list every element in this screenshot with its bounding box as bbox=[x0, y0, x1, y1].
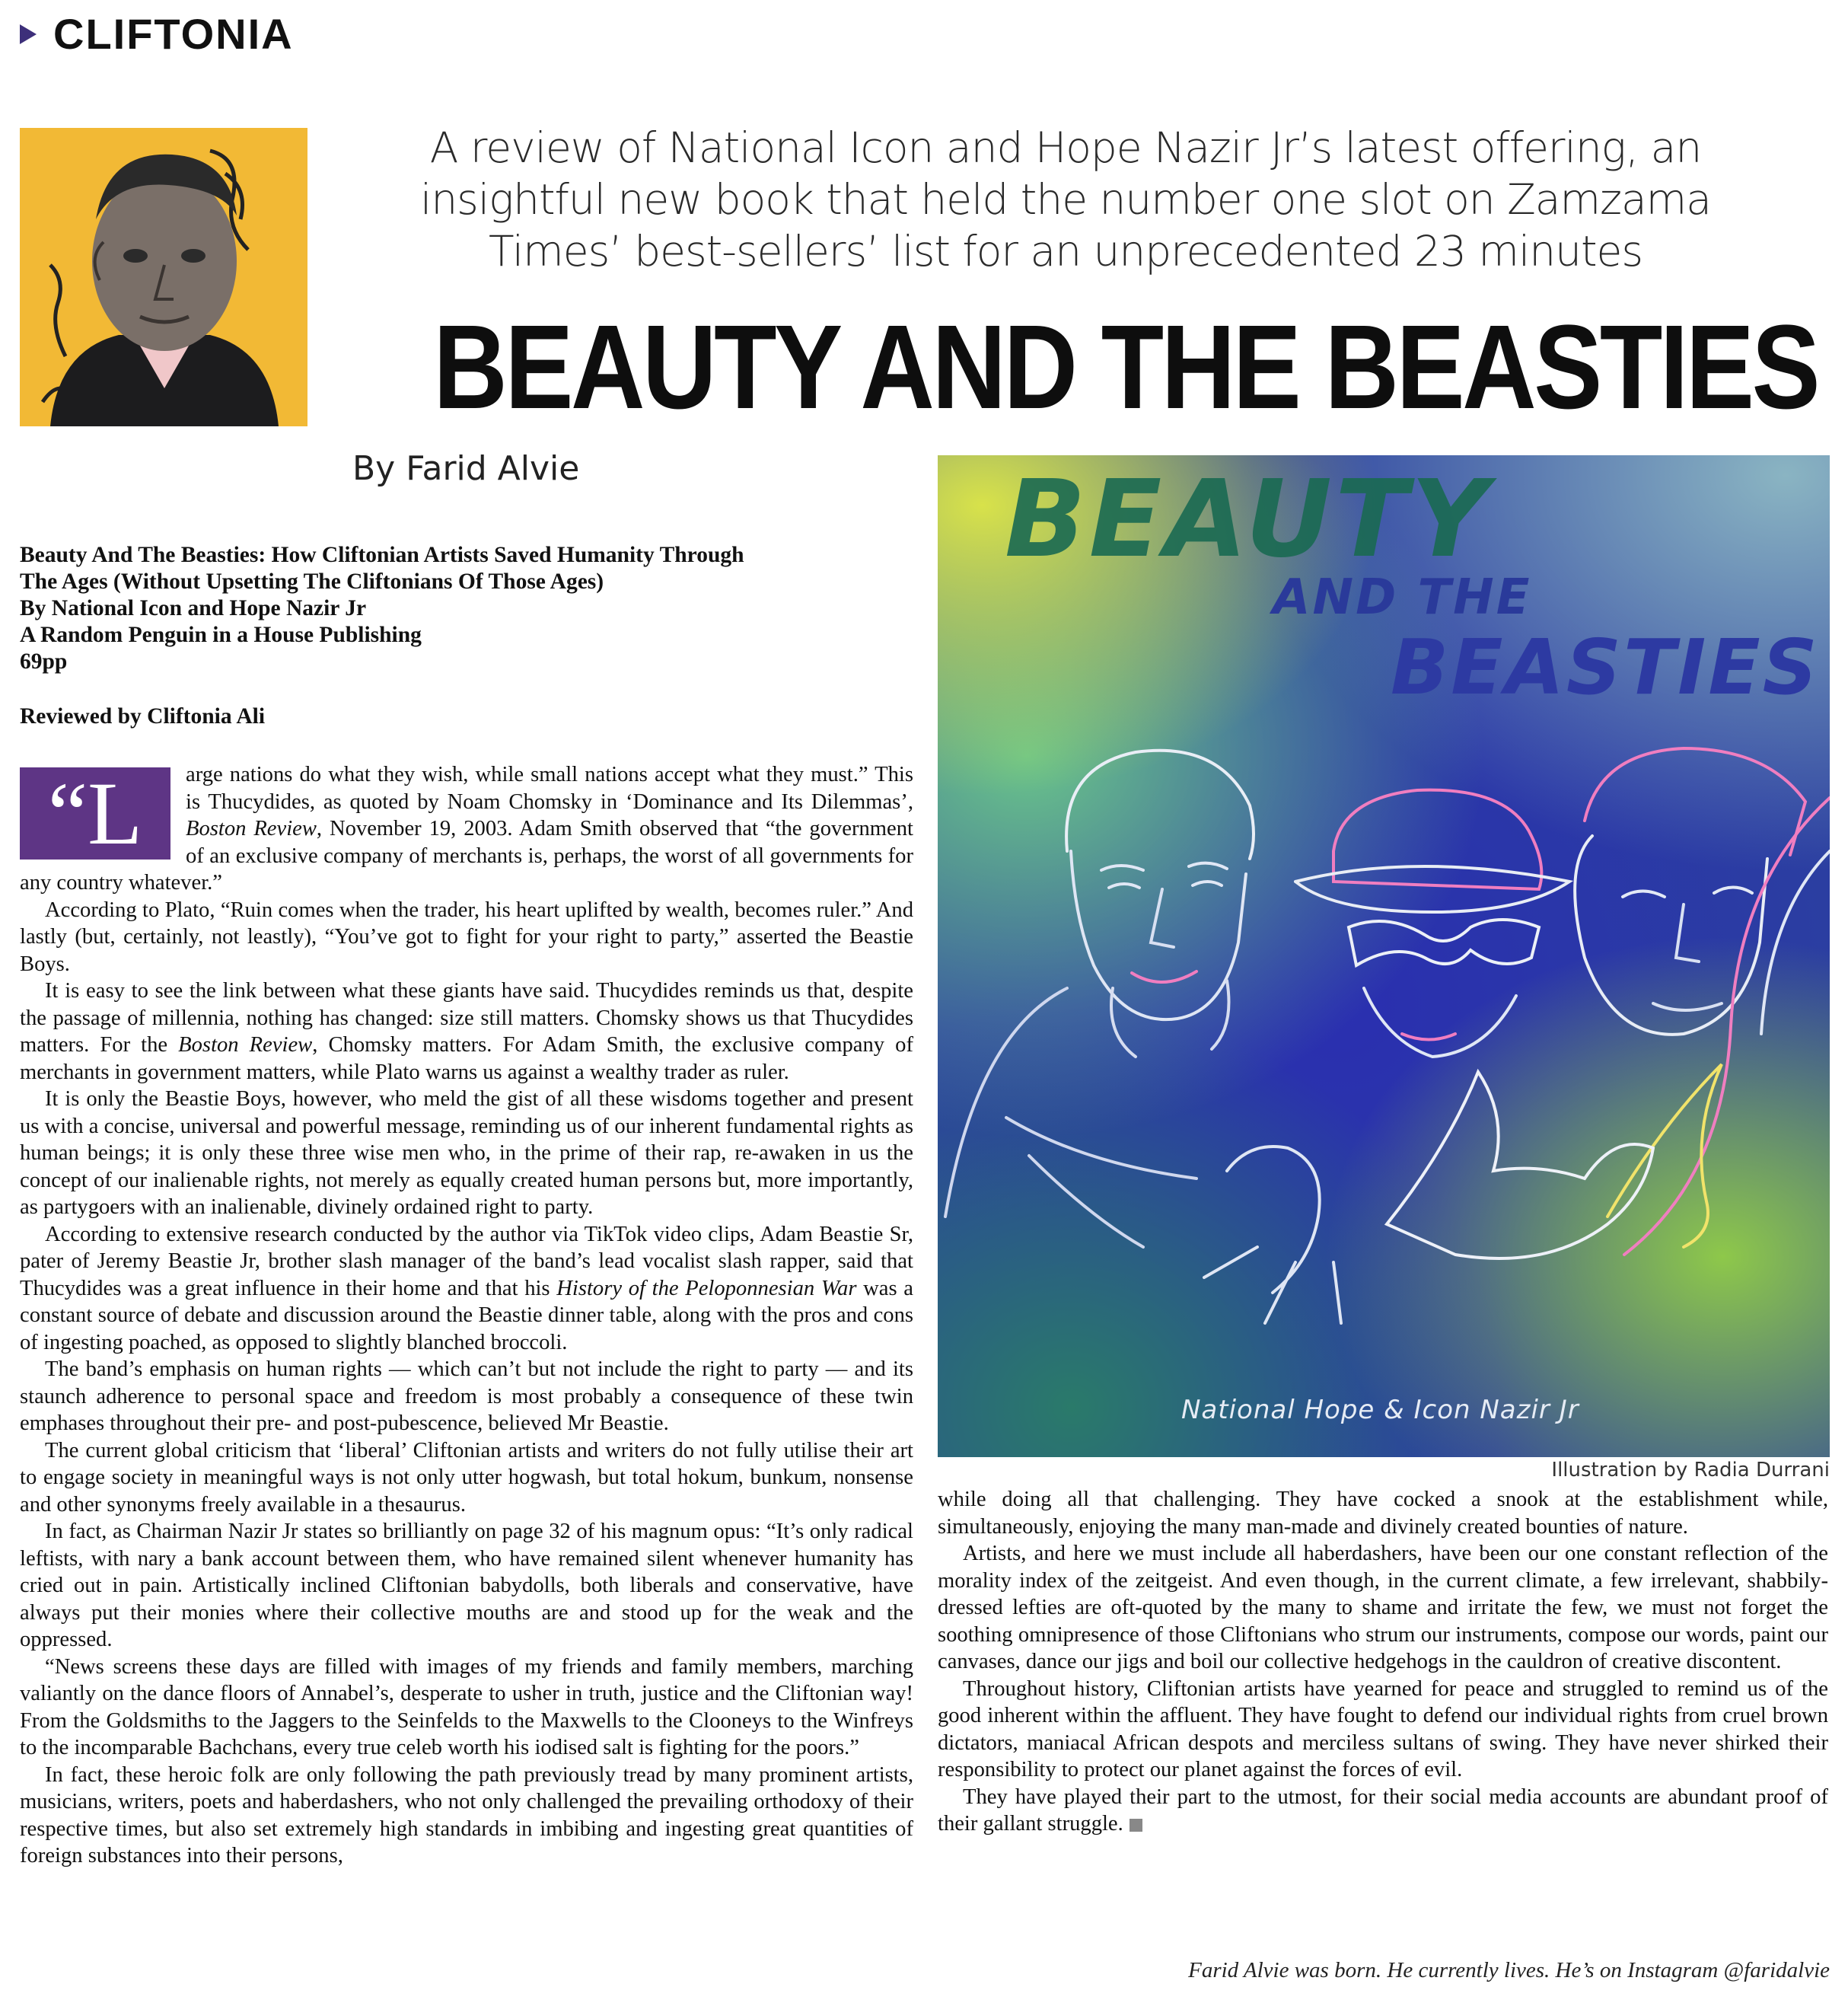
book-pages: 69pp bbox=[20, 649, 68, 674]
article-paragraph: while doing all that challenging. They have cocked a snook at the establishment while, simultaneously, enjoying the many man-made and divinely created bounties of nature. bbox=[938, 1488, 1828, 1539]
cover-title: BEASTIES bbox=[1391, 623, 1820, 712]
article-paragraph: In fact, these heroic folk are only following the path previously tread by many prominent artists, musicians, writers, poets and haberdashers, who not only challenged the prevailing orthodoxy of their respective times, but also set extremely high standards in imbibing and ingesting great quantities of foreign substances into their persons, bbox=[20, 1762, 913, 1867]
book-cover-illustration bbox=[938, 455, 1830, 1457]
book-author: By National Icon and Hope Nazir Jr bbox=[20, 596, 367, 620]
standfirst-line: insightful new book that held the number one slot on Zamzama bbox=[420, 175, 1711, 224]
reviewer-credit: Reviewed by Cliftonia Ali bbox=[20, 704, 266, 729]
article-paragraph: It is only the Beastie Boys, however, who meld the gist of all these wisdoms together and present us with a concise, universal and powerful message, reminding us of our inherent fundamental rights as human beings; it is only these three wise men who, in the prime of their rap, re-awaken in us the concept of our inalienable rights, not merely as equally created human persons but, more importantly, as partygoers with an inalienable, divinely ordained right to party. bbox=[20, 1087, 913, 1219]
standfirst-line: A review of National Icon and Hope Nazir Jr’s latest offering, an bbox=[429, 123, 1702, 172]
book-publisher: A Random Penguin in a House Publishing bbox=[20, 623, 422, 647]
byline: By Farid Alvie bbox=[352, 449, 580, 488]
section-label: CLIFTONIA bbox=[53, 10, 294, 58]
triangle-marker-icon bbox=[20, 24, 37, 44]
article-paragraph: Artists, and here we must include all haberdashers, have been our one constant reflection of the morality index of the zeitgeist. And even though, in the current climate, a few irrelevant, shabbily-dressed lefties are oft-quoted by the many to shame and irritate the few, we must not forget the soothing omnipresence of those Cliftonians who strum our instruments, compose our words, paint our canvases, dance our jigs and boil our collective hedgehogs in the cauldron of creative discontent. bbox=[938, 1542, 1828, 1673]
author-bio: Farid Alvie was born. He currently lives. He’s on Instagram @faridalvie bbox=[1188, 1958, 1830, 1982]
section-tag bbox=[20, 9, 294, 59]
headline: BEAUTY AND THE BEASTIES bbox=[433, 301, 1818, 434]
cover-authors: National Hope & Icon Nazir Jr bbox=[1181, 1395, 1579, 1425]
illustration-credit: Illustration by Radia Durrani bbox=[1551, 1459, 1830, 1482]
standfirst bbox=[381, 122, 1751, 277]
standfirst-line: Times’ best-sellers’ list for an unprecedented 23 minutes bbox=[488, 227, 1643, 276]
article-column-1 bbox=[20, 761, 913, 1995]
cover-title: AND THE bbox=[1273, 569, 1532, 626]
article-paragraph: They have played their part to the utmost, for their social media accounts are abundant proof of their gallant struggle. bbox=[938, 1785, 1828, 1836]
drop-cap: “L bbox=[20, 767, 170, 860]
book-info bbox=[20, 542, 918, 675]
book-title-line: The Ages (Without Upsetting The Cliftonians Of Those Ages) bbox=[20, 569, 604, 594]
author-portrait bbox=[20, 128, 307, 426]
end-mark-icon bbox=[1130, 1819, 1142, 1832]
article-column-2 bbox=[938, 1486, 1828, 1928]
article-paragraph: According to extensive research conducted by the author via TikTok video clips, Adam Beastie Sr, pater of Jeremy Beastie Jr, brother slash manager of the band’s lead vocalist slash rapper, said that Thucydides was a great influence in their home and that his History of the Peloponnesian War was a constant source of debate and discussion around the Beastie dinner table, along with the pros and cons of ingesting poached, as opposed to slightly blanched broccoli. bbox=[20, 1222, 913, 1354]
article-paragraph: According to Plato, “Ruin comes when the trader, his heart uplifted by wealth, becomes ruler.” And lastly (but, certainly, not leastly), “You’ve got to fight for your right to party,” asserted the Beastie Boys. bbox=[20, 898, 913, 976]
book-title-line: Beauty And The Beasties: How Cliftonian Artists Saved Humanity Through bbox=[20, 543, 744, 567]
article-paragraph: Throughout history, Cliftonian artists have yearned for peace and struggled to remind us of the good inherent within the affluent. They have fought to defend our individual rights from cruel brown dictators, maniacal African despots and merciless sultans of swing. They have never shirked their responsibility to protect our planet against the forces of evil. bbox=[938, 1676, 1828, 1781]
cover-title: BEAUTY bbox=[1005, 458, 1491, 582]
article-paragraph: “News screens these days are filled with images of my friends and family members, marching valiantly on the dance floors of Annabel’s, desperate to usher in truth, justice and the Cliftonian way! From the Goldsmiths to the Jaggers to the Seinfelds to the Maxwells to the Clooneys to the Winfreys to the incomparable Bachchans, every true celeb worth his iodised salt is fighting for the poors.” bbox=[20, 1654, 913, 1759]
article-paragraph: The band’s emphasis on human rights — which can’t but not include the right to party — and its staunch adherence to personal space and freedom is most probably a consequence of these twin emphases throughout their pre- and post-pubescence, believed Mr Beastie. bbox=[20, 1357, 913, 1435]
article-paragraph: The current global criticism that ‘liberal’ Cliftonian artists and writers do not fully utilise their art to engage society in meaningful ways is not only utter hogwash, but total hokum, bunkum, nonsense and other synonyms freely available in a thesaurus. bbox=[20, 1438, 913, 1517]
article-paragraph: It is easy to see the link between what these giants have said. Thucydides reminds us that, despite the passage of millennia, nothing has changed: size still matters. Chomsky shows us that Thucydides matters. For the Boston Review, Chomsky matters. For Adam Smith, the exclusive company of merchants in government matters, while Plato warns us against a wealthy trader as ruler. bbox=[20, 979, 913, 1084]
portrait-illustration bbox=[20, 128, 307, 426]
article-paragraph: In fact, as Chairman Nazir Jr states so brilliantly on page 32 of his magnum opus: “It’s only radical leftists, with nary a bank account between them, who have remained silent whenever humanity has cried out in pain. Artistically inclined Cliftonian babydolls, both liberals and conservative, have always put their monies where their collective mouths are and stood up for the weak and the oppressed. bbox=[20, 1520, 913, 1651]
article-paragraph: “L arge nations do what they wish, while small nations accept what they must.” This is Thucydides, as quoted by Noam Chomsky in ‘Dominance and Its Dilemmas’, Boston Review, November 19, 2003. Adam Smith observed that “the government of an exclusive company of merchants is, perhaps, the worst of all governments for any country whatever.” bbox=[20, 763, 913, 895]
